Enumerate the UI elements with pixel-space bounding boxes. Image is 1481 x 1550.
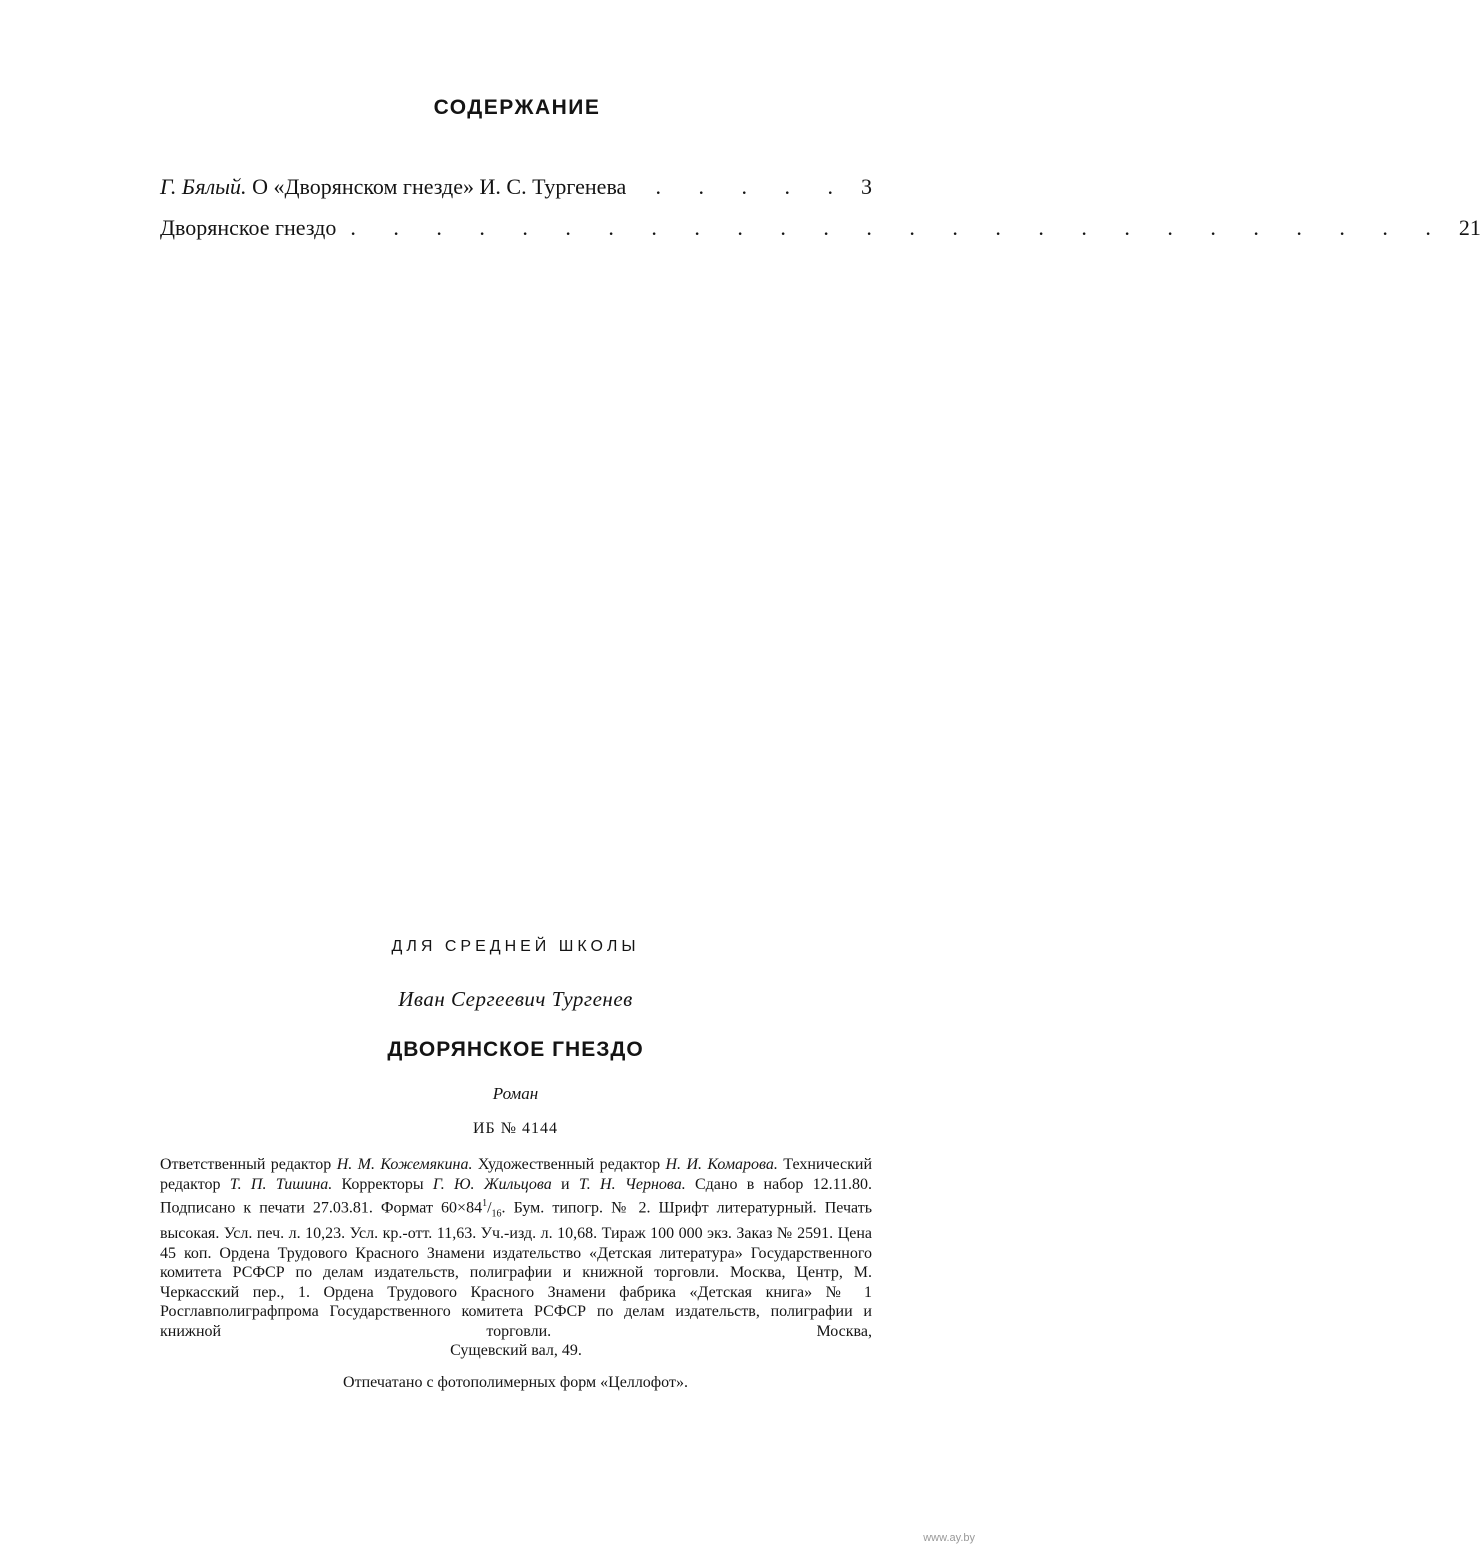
- proofreader-name: Г. Ю. Жильцова: [432, 1175, 552, 1193]
- toc-entry-page: 21: [1458, 215, 1481, 240]
- imprint-text: Ответственный редактор Н. М. Кожемякина. Художественный редактор Н. И. Комарова. Технический редактор Т. П. Тишина. Корректоры Г. Ю. Жильцова и Т. Н. Чернова. Сдано в набор 12.11.80. Подписано к печати 27.03.81. Формат $60\times 84^1/_{16}$. Бум. типогр. № 2. Шрифт литературный. Печать высокая. Усл. печ. л. 10,23. Усл. кр.-отт. 11,63. Уч.-изд. л. 10,68. Тираж 100 000 экз. Заказ № 2591. Цена 45 коп. Ордена Трудового Красного Знамени издательство «Детская литература» Государственного комитета РСФСР по делам издательств, полиграфии и книжной торговли. Москва, Центр, М. Черкасский пер., 1. Ордена Трудового Красного Знамени фабрика «Детская книга» № 1 Росглавполиграфпрома Государственного комитета РСФСР по делам издательств, полиграфии и книжной торговли. Москва,: [160, 1156, 873, 1340]
- proofreader-name: Т. Н. Чернова.: [578, 1175, 686, 1193]
- imprint-text-segment: Технический редактор: [160, 1156, 873, 1193]
- series-label: ДЛЯ СРЕДНЕЙ ШКОЛЫ: [391, 938, 640, 955]
- book-genre: Роман: [492, 1084, 539, 1103]
- imprint-text-segment: . Бум. типогр. № 2. Шрифт литературный. Печать высокая. Усл. печ. л. 10,23. Усл. кр.-отт. 11,63. Уч.-изд. л. 10,68. Тираж 100 000 экз. Заказ № 2591. Цена 45 коп. Ордена Трудового Красного Знамени издательство «Детская литература» Государственного комитета РСФСР по делам издательств, полиграфии и книжной торговли. Москва, Центр, М. Черкасский пер., 1. Ордена Трудового Красного Знамени фабрика «Детская книга» № 1 Росглавполиграфпрома Государственного комитета РСФСР по делам издательств, полиграфии и книжной торговли. Москва,: [160, 1199, 872, 1340]
- imprint-block: [160, 1155, 872, 1361]
- toc-entry-title: [160, 215, 336, 241]
- toc-leader-dots: . . . . . . . . . . . . . . . . . . . . . . . . . .: [350, 215, 1447, 240]
- book-author: Иван Сергеевич Тургенев: [398, 987, 633, 1011]
- ib-number: ИБ № 4144: [472, 1120, 558, 1137]
- book-title: ДВОРЯНСКОЕ ГНЕЗДО: [387, 1038, 644, 1061]
- toc-entry-page: 3: [861, 174, 872, 199]
- imprint-text-segment: и: [551, 1175, 579, 1193]
- toc-entry: [160, 174, 872, 206]
- tech-editor-name: Т. П. Тишина.: [229, 1175, 333, 1193]
- editor-name: Н. М. Кожемякина.: [336, 1156, 473, 1173]
- imprint-address-line: Сущевский вал, 49.: [450, 1342, 582, 1360]
- toc-entry-title-text: Дворянское гнездо: [160, 215, 337, 240]
- printed-note: Отпечатано с фотополимерных форм «Целлофот».: [343, 1374, 688, 1391]
- toc-heading: СОДЕРЖАНИЕ: [433, 96, 601, 119]
- toc-entry-title-text: О «Дворянском гнезде» И. С. Тургенева: [246, 174, 627, 199]
- toc-entry-title: [160, 174, 626, 200]
- watermark-text: www.ay.by: [923, 1532, 975, 1544]
- toc-entry-author: Г. Бялый.: [160, 174, 247, 199]
- format-denominator: 16: [491, 1208, 502, 1220]
- imprint-text-segment: Ответственный редактор: [160, 1156, 337, 1173]
- art-editor-name: Н. И. Комарова.: [665, 1156, 778, 1173]
- imprint-text-segment: Сдано в набор 12.11.80. Подписано к печати 27.03.81. Формат 60×84: [160, 1175, 873, 1217]
- format-numerator: 1: [482, 1198, 488, 1209]
- toc-leader-dots: . . . . .: [655, 174, 849, 199]
- imprint-text-segment: Художественный редактор: [472, 1156, 666, 1173]
- toc-entry: [160, 215, 1481, 247]
- imprint-text-segment: Корректоры: [332, 1175, 433, 1193]
